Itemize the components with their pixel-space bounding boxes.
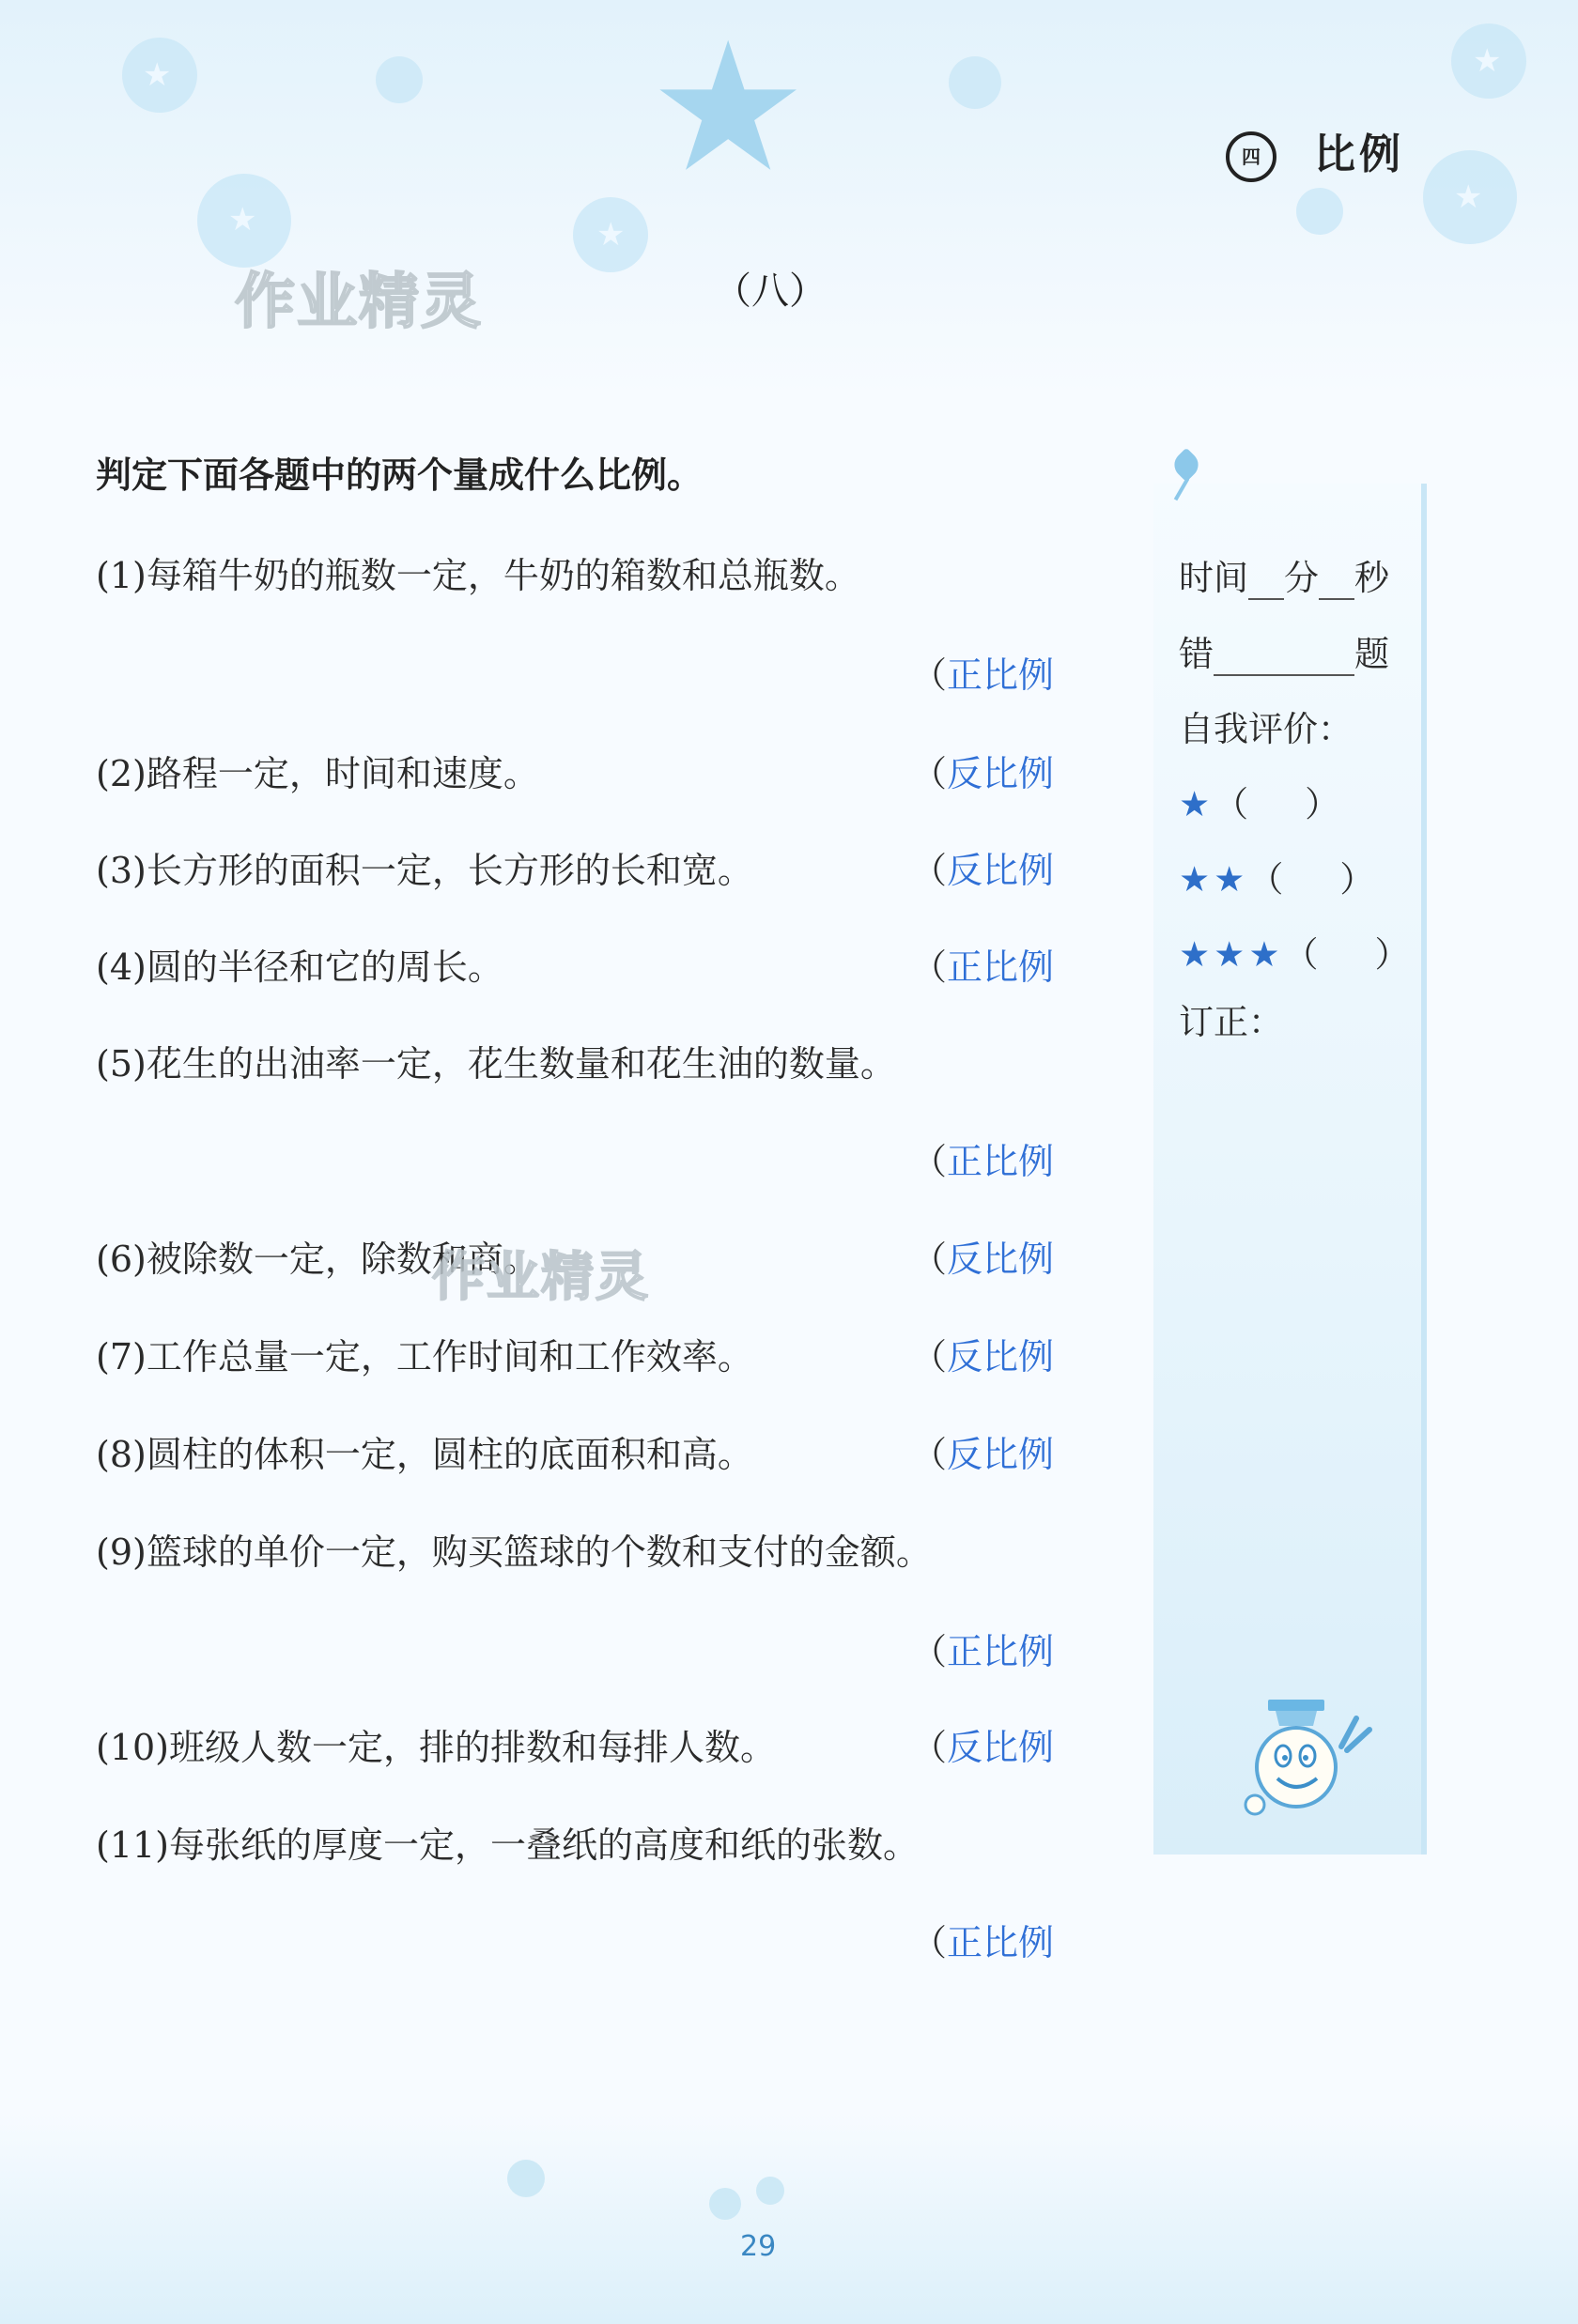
open-paren: （	[911, 654, 948, 696]
question-text: (7)工作总量一定，工作时间和工作效率。	[96, 1336, 753, 1377]
time-record-row	[1179, 549, 1389, 600]
time-label: 时间	[1179, 558, 1248, 598]
correction-label: 订正：	[1179, 1002, 1283, 1042]
handwritten-answer: 反比例	[947, 753, 1055, 794]
open-paren: （	[911, 1922, 948, 1963]
self-evaluation-panel	[1153, 484, 1427, 1855]
answer-field	[911, 1132, 1054, 1184]
open-paren: （	[911, 1336, 948, 1377]
question-text: (11)每张纸的厚度一定，一叠纸的高度和纸的张数。	[96, 1824, 920, 1866]
chapter-title: 比例	[1314, 131, 1404, 178]
minutes-blank[interactable]	[1248, 563, 1284, 600]
close-paren: ）	[1305, 784, 1340, 824]
pushpin-icon	[1169, 448, 1204, 483]
decorative-flower	[709, 2188, 741, 2220]
rating-one-star-row	[1179, 776, 1339, 826]
minute-label: 分	[1284, 558, 1319, 598]
star-icon: ★	[648, 4, 809, 211]
answer-field	[911, 646, 1054, 698]
close-paren: ）	[1374, 934, 1410, 975]
open-paren: （	[911, 850, 948, 891]
question-text: (3)长方形的面积一定，长方形的长和宽。	[96, 850, 753, 891]
instruction-text: 判定下面各题中的两个量成什么比例。	[96, 454, 704, 496]
star-icon: ★	[1179, 784, 1214, 824]
handwritten-answer: 反比例	[947, 1434, 1055, 1475]
handwritten-answer: 反比例	[947, 850, 1055, 891]
star-icon: ★	[143, 56, 172, 94]
open-paren: （	[1283, 934, 1319, 975]
section-title: （八）	[714, 269, 827, 313]
rating-two-star-row	[1179, 851, 1374, 901]
handwritten-answer: 正比例	[947, 654, 1055, 696]
handwritten-answer: 反比例	[947, 1239, 1055, 1280]
handwritten-answer: 正比例	[947, 1922, 1055, 1963]
star-icon: ★	[1454, 178, 1483, 216]
star-icon: ★★★	[1179, 934, 1284, 975]
question-text: (1)每箱牛奶的瓶数一定，牛奶的箱数和总瓶数。	[96, 555, 860, 596]
decorative-bubble	[1296, 188, 1343, 235]
decorative-flower	[756, 2177, 784, 2205]
answer-field	[911, 938, 1054, 990]
question-text: (4)圆的半径和它的周长。	[96, 947, 503, 988]
open-paren: （	[911, 753, 948, 794]
mascot-illustration	[1238, 1681, 1379, 1831]
question-text: (5)花生的出油率一定，花生数量和花生油的数量。	[96, 1043, 896, 1085]
rating-three-star-row	[1179, 926, 1410, 977]
open-paren: （	[1214, 784, 1249, 824]
star-icon: ★	[228, 201, 257, 239]
handwritten-answer: 反比例	[947, 1336, 1055, 1377]
wrong-count-blank[interactable]	[1214, 639, 1354, 676]
second-label: 秒	[1354, 558, 1389, 598]
wrong-count-row	[1179, 625, 1389, 676]
answer-field	[911, 745, 1054, 796]
handwritten-answer: 正比例	[947, 947, 1055, 988]
question-text: (6)被除数一定，除数和商。	[96, 1239, 539, 1280]
open-paren: （	[911, 1141, 948, 1182]
open-paren: （	[911, 1631, 948, 1672]
decorative-bubble	[376, 56, 423, 103]
handwritten-answer: 反比例	[947, 1727, 1055, 1768]
chapter-heading	[1226, 120, 1404, 182]
handwritten-answer: 正比例	[947, 1141, 1055, 1182]
question-text: (8)圆柱的体积一定，圆柱的底面积和高。	[96, 1434, 753, 1475]
open-paren: （	[911, 1727, 948, 1768]
question-label: 题	[1354, 634, 1389, 674]
self-eval-label: 自我评价：	[1179, 709, 1353, 749]
bottom-decorative-band	[0, 2113, 1578, 2324]
answer-field	[911, 1425, 1054, 1477]
question-text: (10)班级人数一定，排的排数和每排人数。	[96, 1727, 777, 1768]
decorative-flower	[507, 2160, 545, 2197]
star-icon: ★	[596, 216, 626, 254]
question-text: (2)路程一定，时间和速度。	[96, 753, 539, 794]
open-paren: （	[911, 947, 948, 988]
chapter-number: 四	[1226, 131, 1276, 182]
star-icon: ★★	[1179, 859, 1249, 900]
open-paren: （	[1248, 859, 1284, 900]
answer-field	[911, 1230, 1054, 1282]
answer-field	[911, 1718, 1054, 1770]
answer-field	[911, 1623, 1054, 1674]
answer-field	[911, 1914, 1054, 1965]
answer-field	[911, 1328, 1054, 1379]
seconds-blank[interactable]	[1319, 563, 1354, 600]
handwritten-answer: 正比例	[947, 1631, 1055, 1672]
decorative-bubble	[949, 56, 1001, 109]
answer-field	[911, 841, 1054, 893]
star-icon: ★	[1473, 42, 1502, 80]
open-paren: （	[911, 1434, 948, 1475]
watermark-logo: 作业精灵	[432, 1247, 650, 1308]
close-paren: ）	[1339, 859, 1375, 900]
watermark-logo: 作业精灵	[235, 268, 483, 337]
open-paren: （	[911, 1239, 948, 1280]
question-text: (9)篮球的单价一定，购买篮球的个数和支付的金额。	[96, 1531, 932, 1573]
wrong-label: 错	[1179, 634, 1214, 674]
page-number: 29	[740, 2230, 777, 2263]
